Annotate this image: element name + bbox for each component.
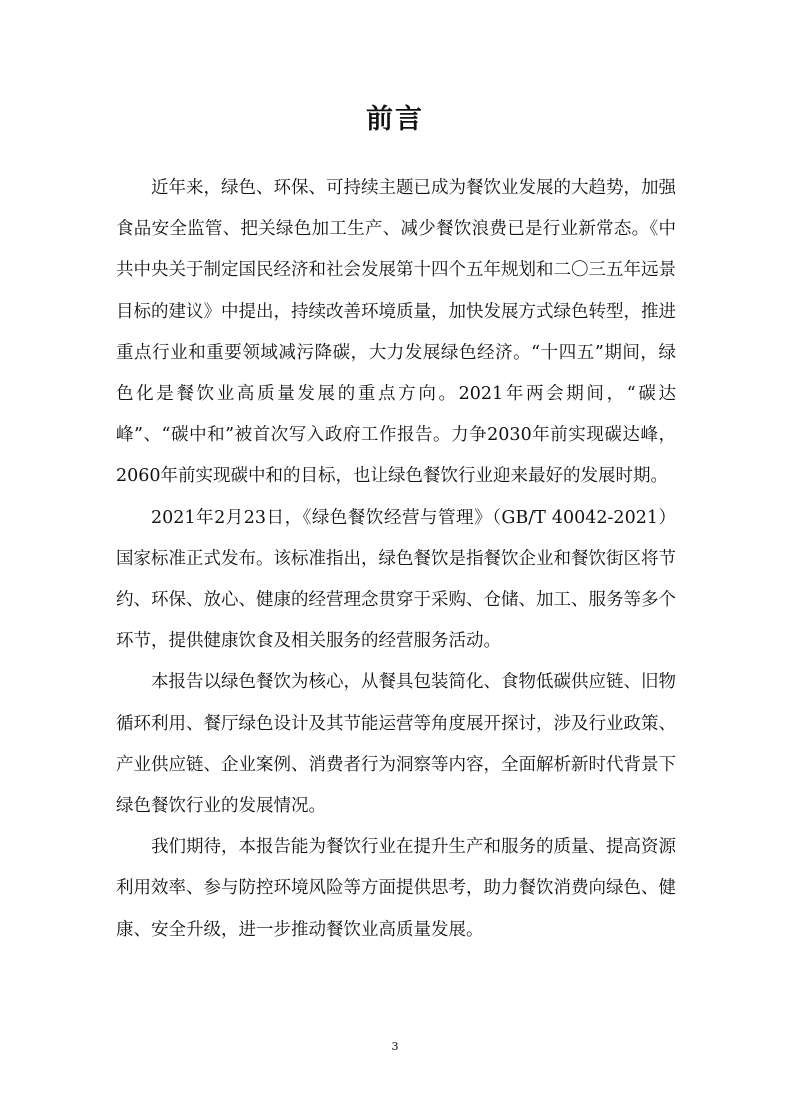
paragraph-2: 2021年2月23日，《绿色餐饮经营与管理》（GB/T 40042-2021）国家标准正式发布。该标准指出，绿色餐饮是指餐饮企业和餐饮街区将节约、环保、放心、健康的经营理念贯穿于采购、仓储、加工、服务等多个环节，提供健康饮食及相关服务的经营服务活动。: [116, 507, 676, 652]
page-title: 前言: [366, 104, 424, 135]
paragraph-4: 我们期待，本报告能为餐饮行业在提升生产和服务的质量、提高资源利用效率、参与防控环境风险等方面提供思考，助力餐饮消费向绿色、健康、安全升级，进一步推动餐饮业高质量发展。: [116, 837, 676, 940]
page-number: 3: [391, 1040, 399, 1053]
document-body: [116, 168, 676, 951]
paragraph-3: 本报告以绿色餐饮为核心，从餐具包装简化、食物低碳供应链、旧物循环利用、餐厅绿色设计及其节能运营等角度展开探讨，涉及行业政策、产业供应链、企业案例、消费者行为洞察等内容，全面解析新时代背景下绿色餐饮行业的发展情况。: [116, 672, 676, 817]
paragraph-1: 近年来，绿色、环保、可持续主题已成为餐饮业发展的大趋势，加强食品安全监管、把关绿色加工生产、减少餐饮浪费已是行业新常态。《中共中央关于制定国民经济和社会发展第十四个五年规划和二〇三五年远景目标的建议》中提出，持续改善环境质量，加快发展方式绿色转型，推进重点行业和重要领域减污降碳，大力发展绿色经济。“十四五”期间，绿色化是餐饮业高质量发展的重点方向。2021年两会期间，“碳达峰”、“碳中和”被首次写入政府工作报告。力争2030年前实现碳达峰，2060年前实现碳中和的目标，也让绿色餐饮行业迎来最好的发展时期。: [116, 178, 676, 487]
